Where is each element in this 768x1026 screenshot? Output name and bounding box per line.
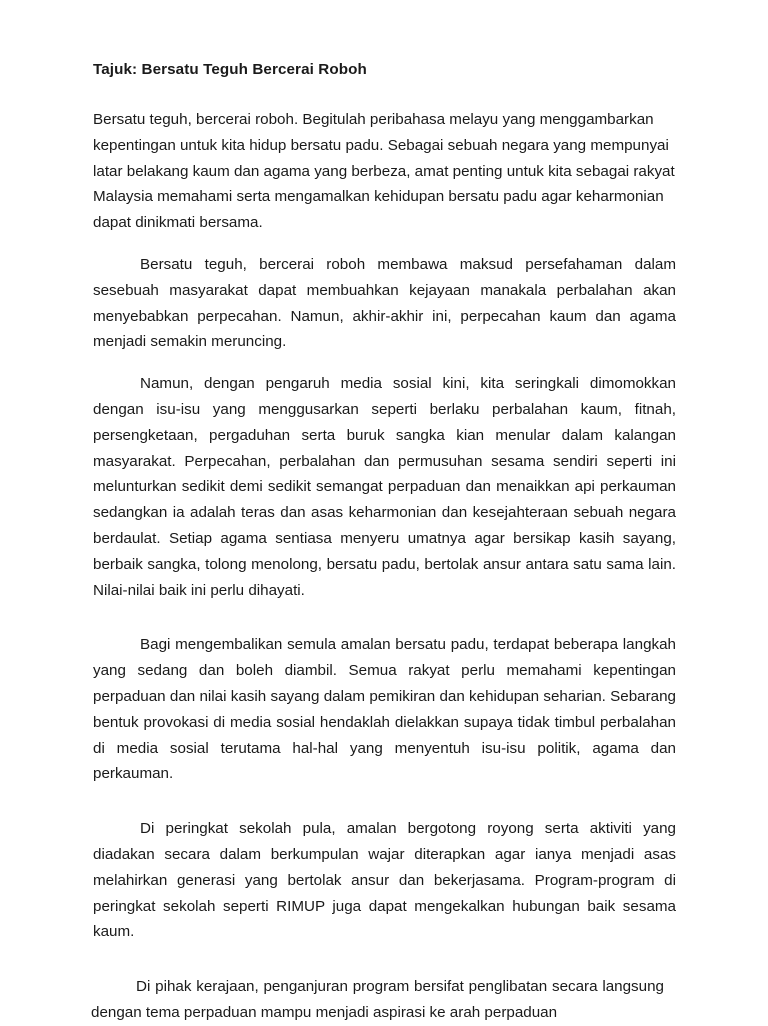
paragraph-school: Di peringkat sekolah pula, amalan bergotong royong serta aktiviti yang diadakan secara dalam berkumpulan wajar diterapkan agar ianya menjadi asas melahirkan generasi yang bertolak ansur dan bekerjasama. Program-program di peringkat sekolah seperti RIMUP juga dapat mengekalkan hubungan baik sesama kaum.	[93, 820, 676, 941]
paragraph-steps: Bagi mengembalikan semula amalan bersatu padu, terdapat beberapa langkah yang sedang dan boleh diambil. Semua rakyat perlu memahami kepentingan perpaduan dan nilai kasih sayang dalam pemikiran dan kehidupan seharian. Sebarang bentuk provokasi di media sosial hendaklah dielakkan supaya tidak timbul perbalahan di media sosial terutama hal-hal yang menyentuh isu-isu politik, agama dan perkauman.	[93, 636, 676, 783]
document-title: Tajuk: Bersatu Teguh Bercerai Roboh	[93, 61, 367, 78]
paragraph-government: Di pihak kerajaan, penganjuran program bersifat penglibatan secara langsung dengan tema perpaduan mampu menjadi aspirasi ke arah perpaduan	[91, 978, 664, 1021]
paragraph-intro: Bersatu teguh, bercerai roboh. Begitulah peribahasa melayu yang menggambarkan kepentingan untuk kita hidup bersatu padu. Sebagai sebuah negara yang mempunyai latar belakang kaum dan agama yang berbeza, amat penting untuk kita sebagai rakyat Malaysia memahami serta mengamalkan kehidupan bersatu padu agar keharmonian dapat dinikmati bersama.	[93, 111, 675, 232]
paragraph-meaning: Bersatu teguh, bercerai roboh membawa maksud persefahaman dalam sesebuah masyarakat dapat membuahkan kejayaan manakala perbalahan akan menyebabkan perpecahan. Namun, akhir-akhir ini, perpecahan kaum dan agama menjadi semakin meruncing.	[93, 255, 676, 351]
paragraph-social-media: Namun, dengan pengaruh media sosial kini, kita seringkali dimomokkan dengan isu-isu yang menggusarkan seperti berlaku perbalahan kaum, fitnah, persengketaan, pergaduhan serta buruk sangka kian menular dalam kalangan masyarakat. Perpecahan, perbalahan dan permusuhan sesama sendiri seperti ini melunturkan sedikit demi sedikit semangat perpaduan dan menaikkan api perkauman sedangkan ia adalah teras dan asas keharmonian dan kesejahteraan sebuah negara berdaulat. Setiap agama sentiasa menyeru umatnya agar bersikap kasih sayang, berbaik sangka, tolong menolong, bersatu padu, bertolak ansur antara satu sama lain. Nilai-nilai baik ini perlu dihayati.	[93, 375, 676, 599]
